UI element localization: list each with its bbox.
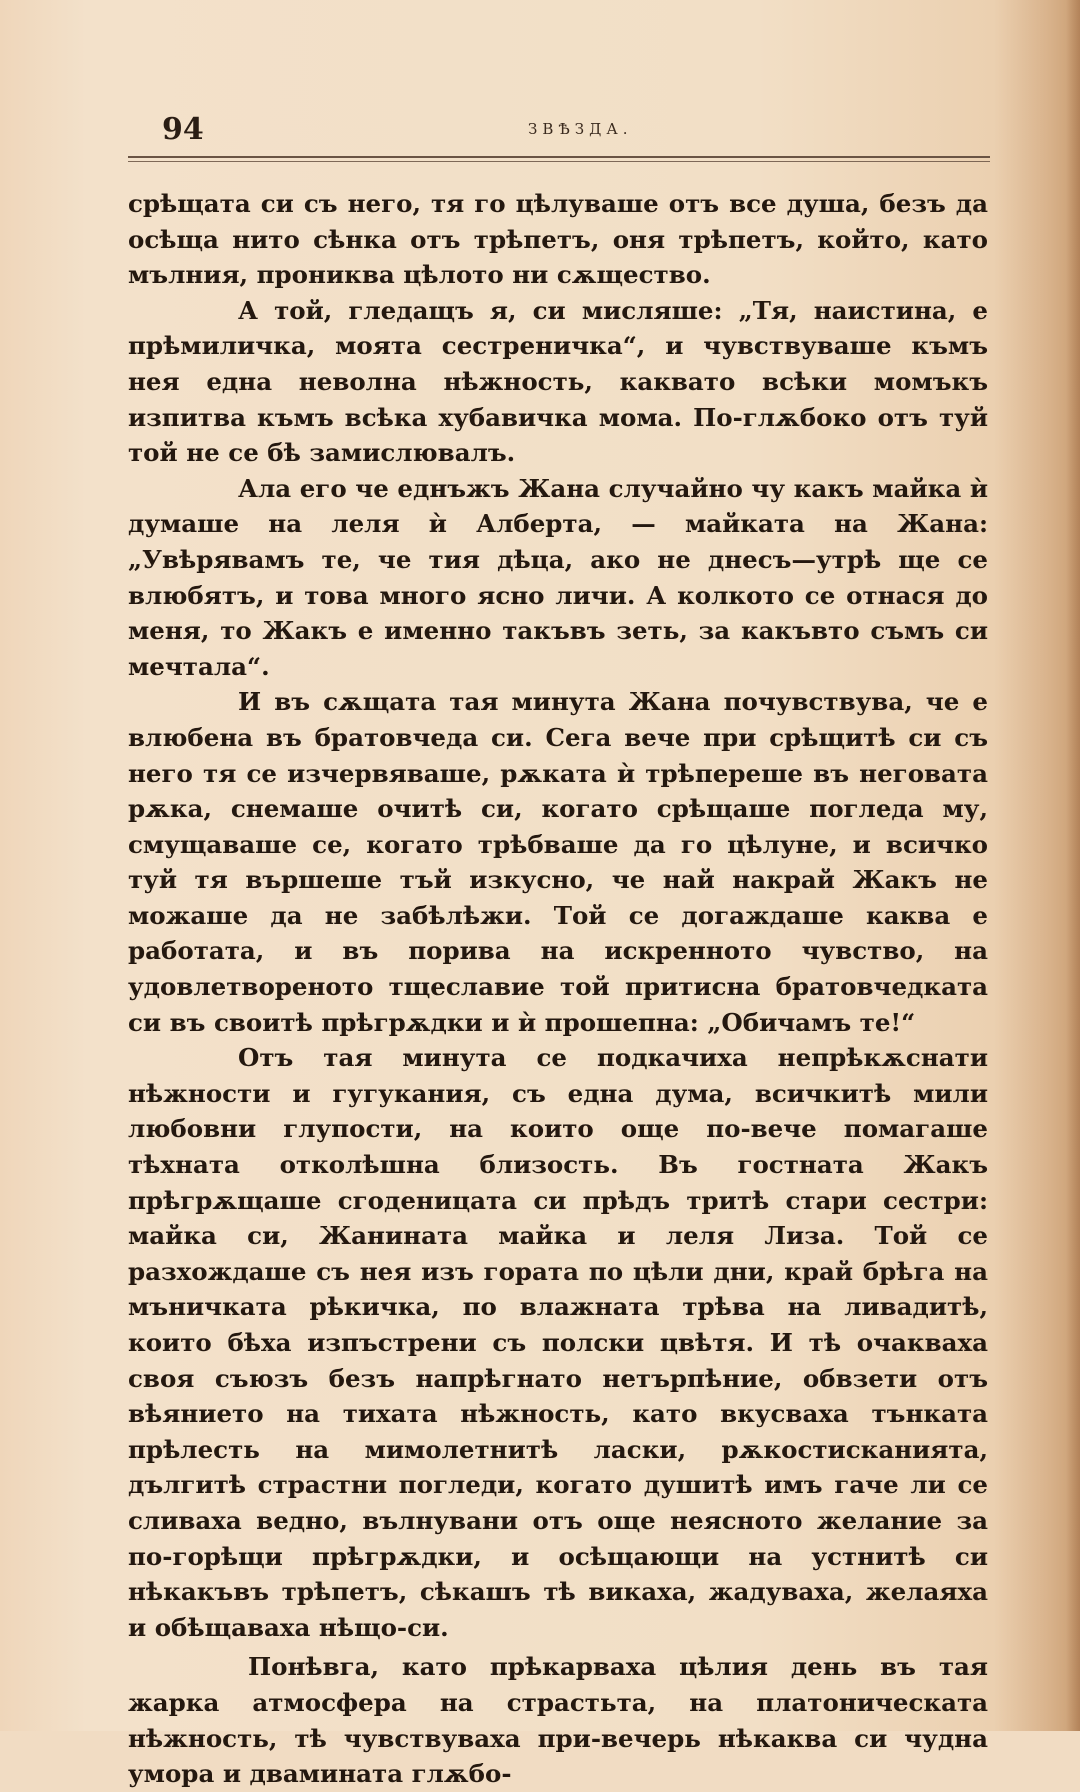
header-rule: [128, 156, 990, 158]
body-text: [128, 186, 988, 1792]
page-number: 94: [162, 112, 204, 147]
paragraph: А той, гледащъ я, си мисляше: „Тя, наистина, е прѣмиличка, моята сестреничка“, и чувствуваше къмъ нея една неволна нѣжность, каквато всѣки момъкъ изпитва къмъ всѣка хубавичка мома. По-глѫбоко отъ туй той не се бѣ замислювалъ.: [128, 295, 988, 468]
paragraph: Отъ тая минута се подкачиха непрѣкѫснати нѣжности и гугукания, съ една дума, всичкитѣ мили любовни глупости, на които още по-вече помагаше тѣхната отколѣшна близость. Въ гостната Жакъ прѣгрѫщаше сгоденицата си прѣдъ тритѣ стари сестри: майка си, Жанината майка и леля Лиза. Той се разхождаше съ нея изъ гората по цѣли дни, край брѣга на мъничката рѣкичка, по влажната трѣва на ливадитѣ, които бѣха изпъстрени съ полски цвѣтя. И тѣ очакваха своя съюзъ безъ напрѣгнато нетърпѣние, обвзети отъ вѣянието на тихата нѣжность, като вкусваха тънката прѣлесть на мимолетнитѣ ласки, рѫкостисканията, дългитѣ страстни погледи, когато душитѣ имъ гаче ли се сливаха ведно, вълнувани отъ още неясното желание за по-горѣщи прѣгрѫдки, и осѣщающи на устнитѣ си нѣкакъвъ трѣпетъ, сѣкашъ тѣ викаха, жадуваха, желаяха и обѣщаваха нѣщо-си.: [128, 1043, 988, 1642]
paragraph: срѣщата си съ него, тя го цѣлуваше отъ все душа, безъ да осѣща нито сѣнка отъ трѣпетъ, оня трѣпетъ, който, като мълния, прониква цѣлото ни сѫщество.: [128, 189, 988, 290]
header-rule-thin: [128, 161, 990, 162]
paragraph: И въ сѫщата тая минута Жана почувствува, че е влюбена въ братовчеда си. Сега вече при срѣщитѣ си съ него тя се изчервяваше, рѫката ѝ трѣпереше въ неговата рѫка, снемаше очитѣ си, когато срѣщаше погледа му, смущаваше се, когато трѣбваше да го цѣлуне, и всичко туй тя вършеше тъй изкусно, че най накрай Жакъ не можаше да не забѣлѣжи. Той се догаждаше каква е работата, и въ порива на искренното чувство, на удовлетвореното тщеславие той притисна братовчедката си въ своитѣ прѣгрѫдки и ѝ прошепна: „Обичамъ те!“: [128, 687, 988, 1037]
paragraph: Ала его че еднъжъ Жана случайно чу какъ майка ѝ думаше на леля ѝ Алберта, — майката на Жана: „Увѣрявамъ те, че тия дѣца, ако не днесъ—утрѣ ще се влюбятъ, и това много ясно личи. А колкото се отнася до меня, то Жакъ е именно такъвъ зеть, за какъвто съмъ си мечтала“.: [128, 473, 988, 681]
page-edge-shadow: [1066, 0, 1080, 1731]
running-title: ЗВѢЗДА.: [528, 120, 633, 138]
page-header: [160, 112, 990, 152]
paragraph: Понѣвга, като прѣкарваха цѣлия день въ тая жарка атмосфера на страстьта, на платоническата нѣжность, тѣ чувствуваха при-вечерь нѣкаква си чудна умора и дваминатa глѫбо-: [128, 1652, 988, 1789]
